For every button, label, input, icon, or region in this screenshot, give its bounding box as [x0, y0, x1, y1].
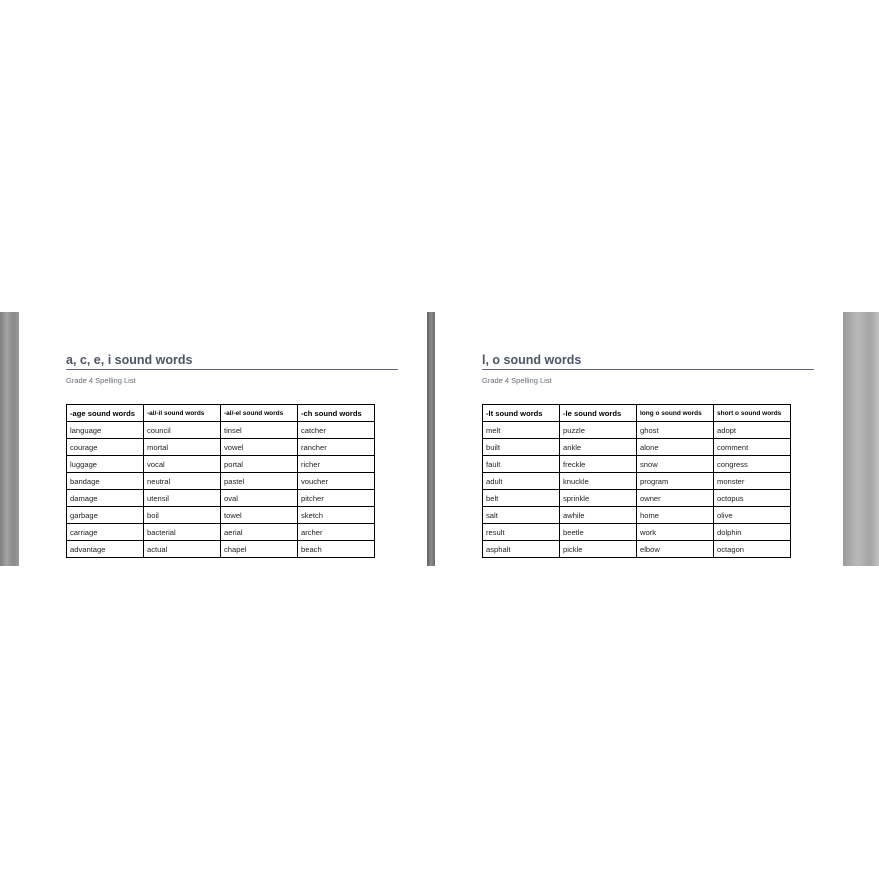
- table-row: [67, 490, 375, 507]
- table-row: [483, 524, 791, 541]
- table-cell: boil: [144, 507, 221, 524]
- table-cell: mortal: [144, 439, 221, 456]
- table-cell: adult: [483, 473, 560, 490]
- table-row: [67, 473, 375, 490]
- column-header: -al/-el sound words: [221, 405, 298, 422]
- spelling-table: [66, 404, 375, 558]
- table-row: [483, 541, 791, 558]
- page-title: a, c, e, i sound words: [66, 353, 398, 370]
- table-cell: comment: [714, 439, 791, 456]
- table-cell: belt: [483, 490, 560, 507]
- table-header-row: [67, 405, 375, 422]
- column-header: long o sound words: [637, 405, 714, 422]
- table-cell: freckle: [560, 456, 637, 473]
- viewer-gutter-left: [0, 312, 19, 566]
- table-cell: monster: [714, 473, 791, 490]
- table-row: [483, 490, 791, 507]
- table-cell: melt: [483, 422, 560, 439]
- table-row: [483, 456, 791, 473]
- table-cell: result: [483, 524, 560, 541]
- column-header: -ch sound words: [298, 405, 375, 422]
- page-2: [435, 312, 843, 566]
- table-cell: elbow: [637, 541, 714, 558]
- table-cell: carriage: [67, 524, 144, 541]
- table-cell: ankle: [560, 439, 637, 456]
- page-subtitle: Grade 4 Spelling List: [66, 376, 136, 385]
- table-cell: advantage: [67, 541, 144, 558]
- table-row: [483, 422, 791, 439]
- table-cell: awhile: [560, 507, 637, 524]
- table-cell: vowel: [221, 439, 298, 456]
- table-cell: olive: [714, 507, 791, 524]
- table-row: [67, 422, 375, 439]
- table-row: [67, 541, 375, 558]
- column-header: -al/-il sound words: [144, 405, 221, 422]
- table-cell: dolphin: [714, 524, 791, 541]
- table-cell: sketch: [298, 507, 375, 524]
- table-cell: home: [637, 507, 714, 524]
- table-row: [483, 439, 791, 456]
- column-header: -le sound words: [560, 405, 637, 422]
- viewer-gutter-right: [843, 312, 879, 566]
- table-cell: portal: [221, 456, 298, 473]
- table-cell: catcher: [298, 422, 375, 439]
- table-row: [483, 473, 791, 490]
- table-cell: bacterial: [144, 524, 221, 541]
- table-cell: snow: [637, 456, 714, 473]
- table-cell: language: [67, 422, 144, 439]
- table-cell: beach: [298, 541, 375, 558]
- document-viewer: [0, 312, 879, 566]
- table-cell: octopus: [714, 490, 791, 507]
- table-cell: utensil: [144, 490, 221, 507]
- table-row: [67, 524, 375, 541]
- table-cell: actual: [144, 541, 221, 558]
- table-cell: puzzle: [560, 422, 637, 439]
- table-cell: adopt: [714, 422, 791, 439]
- viewer-gutter-middle: [427, 312, 435, 566]
- table-cell: towel: [221, 507, 298, 524]
- column-header: -lt sound words: [483, 405, 560, 422]
- page-subtitle: Grade 4 Spelling List: [482, 376, 552, 385]
- table-cell: owner: [637, 490, 714, 507]
- table-cell: council: [144, 422, 221, 439]
- table-cell: beetle: [560, 524, 637, 541]
- table-cell: aerial: [221, 524, 298, 541]
- table-row: [483, 507, 791, 524]
- table-cell: fault: [483, 456, 560, 473]
- table-cell: asphalt: [483, 541, 560, 558]
- table-cell: salt: [483, 507, 560, 524]
- page-title: l, o sound words: [482, 353, 814, 370]
- table-cell: work: [637, 524, 714, 541]
- table-cell: oval: [221, 490, 298, 507]
- table-cell: knuckle: [560, 473, 637, 490]
- page-1: [19, 312, 427, 566]
- table-cell: neutral: [144, 473, 221, 490]
- table-cell: pitcher: [298, 490, 375, 507]
- column-header: short o sound words: [714, 405, 791, 422]
- table-cell: chapel: [221, 541, 298, 558]
- table-cell: sprinkle: [560, 490, 637, 507]
- table-cell: tinsel: [221, 422, 298, 439]
- table-cell: pastel: [221, 473, 298, 490]
- table-cell: octagon: [714, 541, 791, 558]
- table-cell: built: [483, 439, 560, 456]
- table-cell: program: [637, 473, 714, 490]
- table-cell: luggage: [67, 456, 144, 473]
- table-cell: courage: [67, 439, 144, 456]
- table-cell: congress: [714, 456, 791, 473]
- table-cell: bandage: [67, 473, 144, 490]
- table-row: [67, 439, 375, 456]
- table-header-row: [483, 405, 791, 422]
- table-cell: alone: [637, 439, 714, 456]
- table-cell: voucher: [298, 473, 375, 490]
- table-row: [67, 507, 375, 524]
- table-cell: archer: [298, 524, 375, 541]
- table-cell: richer: [298, 456, 375, 473]
- table-row: [67, 456, 375, 473]
- table-cell: ghost: [637, 422, 714, 439]
- table-cell: garbage: [67, 507, 144, 524]
- spelling-table: [482, 404, 791, 558]
- column-header: -age sound words: [67, 405, 144, 422]
- table-cell: damage: [67, 490, 144, 507]
- table-cell: rancher: [298, 439, 375, 456]
- table-cell: vocal: [144, 456, 221, 473]
- table-cell: pickle: [560, 541, 637, 558]
